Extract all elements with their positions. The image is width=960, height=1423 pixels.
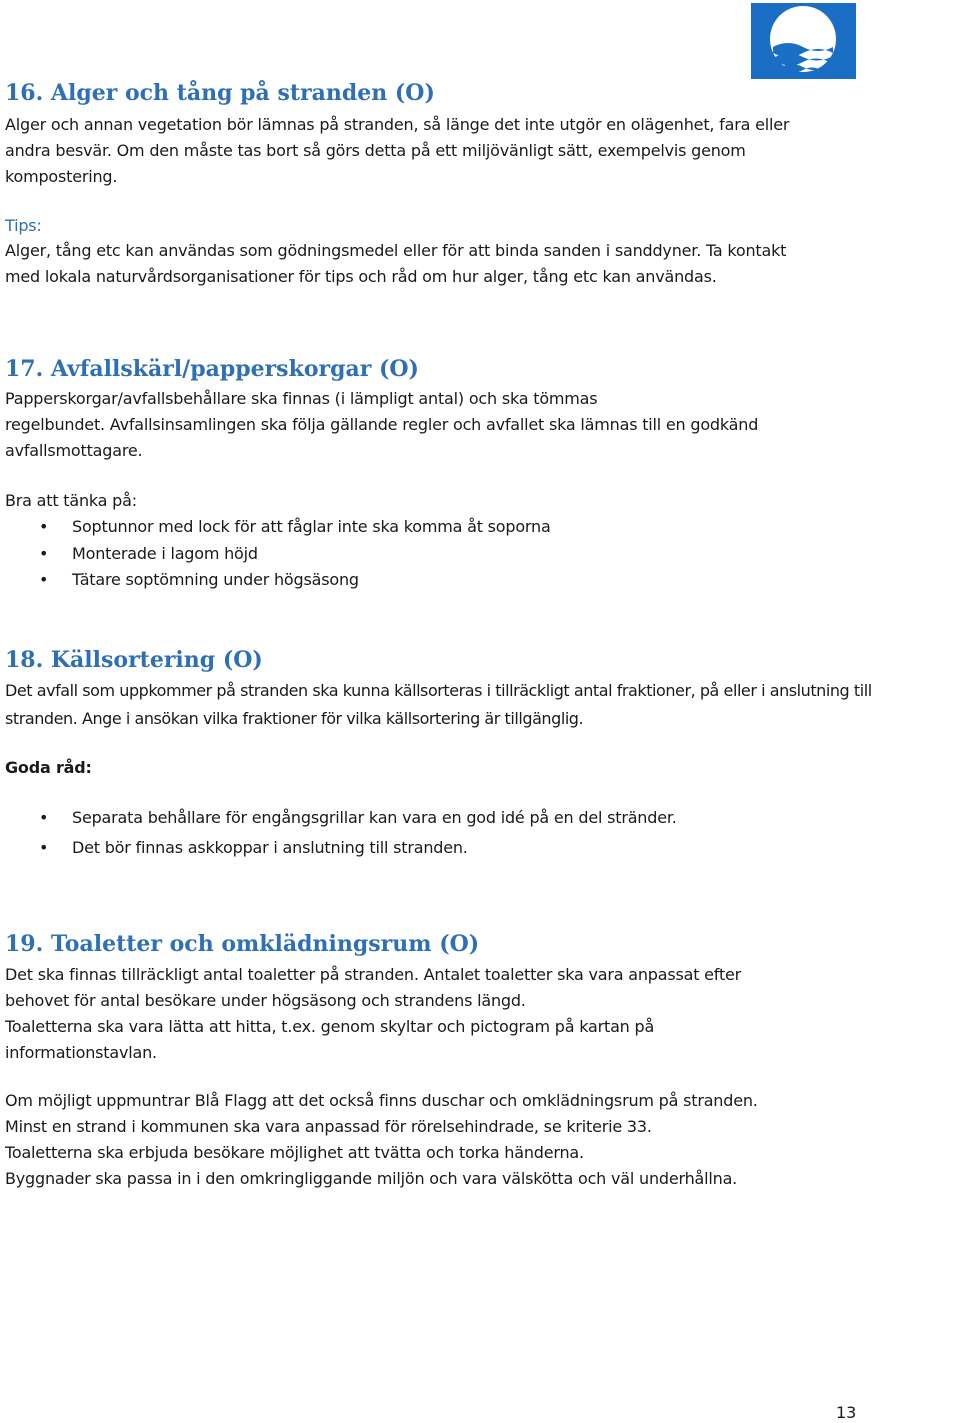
body-line: Byggnader ska passa in i den omkringliggande miljön och vara välskötta och väl underhållna. [5,1169,738,1188]
tips-body [5,238,957,290]
body-line: andra besvär. Om den måste tas bort så görs detta på ett miljövänligt sätt, exempelvis genom [5,141,746,160]
list-item: • Tätare soptömning under högsäsong [5,567,957,594]
page-number: 13 [836,1403,857,1422]
section-19-para1 [5,962,957,1066]
body-line: stranden. Ange i ansökan vilka fraktioner för vilka källsortering är tillgänglig. [5,709,584,728]
body-line: avfallsmottagare. [5,441,143,460]
section-18-title: 18. Källsortering (O) [5,647,263,673]
body-line: Det ska finnas tillräckligt antal toaletter på stranden. Antalet toaletter ska vara anpassat efter [5,965,742,984]
list-item: • Det bör finnas askkoppar i anslutning till stranden. [5,833,957,863]
section-16-body [5,112,957,190]
body-line: behovet för antal besökare under högsäsong och strandens längd. [5,991,526,1010]
body-line: Toaletterna ska vara lätta att hitta, t.ex. genom skyltar och pictogram på kartan på [5,1017,655,1036]
section-18-bullets [5,803,957,863]
bullet-icon: • [39,517,49,536]
tips-line: Alger, tång etc kan användas som gödningsmedel eller för att binda sanden i sanddyner. Ta kontakt [5,241,787,260]
body-line: Alger och annan vegetation bör lämnas på stranden, så länge det inte utgör en olägenhet, fara eller [5,115,790,134]
section-17-body [5,386,957,464]
section-17 [5,354,957,384]
body-line: Minst en strand i kommunen ska vara anpassad för rörelsehindrade, se kriterie 33. [5,1117,652,1136]
list-item: • Monterade i lagom höjd [5,541,957,568]
body-line: informationstavlan. [5,1043,157,1062]
body-line: Om möjligt uppmuntrar Blå Flagg att det också finns duschar och omklädningsrum på stranden. [5,1091,758,1110]
section-18 [5,645,957,675]
body-line: Det avfall som uppkommer på stranden ska kunna källsorteras i tillräckligt antal fraktioner, på eller i anslutning till [5,681,872,700]
tips-line: med lokala naturvårdsorganisationer för tips och råd om hur alger, tång etc kan användas. [5,267,717,286]
blue-flag-logo [751,3,856,79]
bullet-icon: • [39,838,49,857]
section-16-title: 16. Alger och tång på stranden (O) [5,80,435,106]
section-19-title: 19. Toaletter och omklädningsrum (O) [5,931,480,957]
list-item: • Soptunnor med lock för att fåglar inte ska komma åt soporna [5,514,957,541]
bullet-icon: • [39,543,49,563]
section-19-para2 [5,1088,957,1192]
body-line: kompostering. [5,167,118,186]
advice-label: Goda råd: [5,758,92,777]
bullet-icon: • [39,808,49,827]
section-16 [5,78,957,108]
section-17-bullets [5,514,957,594]
section-19 [5,929,957,959]
section-18-body [5,677,957,733]
body-line: regelbundet. Avfallsinsamlingen ska följa gällande regler och avfallet ska lämnas till en godkänd [5,415,759,434]
think-label: Bra att tänka på: [5,491,137,510]
body-line: Papperskorgar/avfallsbehållare ska finnas (i lämpligt antal) och ska tömmas [5,389,598,408]
tips-label: Tips: [5,216,42,235]
body-line: Toaletterna ska erbjuda besökare möjlighet att tvätta och torka händerna. [5,1143,584,1162]
list-item: • Separata behållare för engångsgrillar kan vara en god idé på en del stränder. [5,803,957,833]
section-17-title: 17. Avfallskärl/papperskorgar (O) [5,356,419,382]
bullet-icon: • [39,570,49,589]
